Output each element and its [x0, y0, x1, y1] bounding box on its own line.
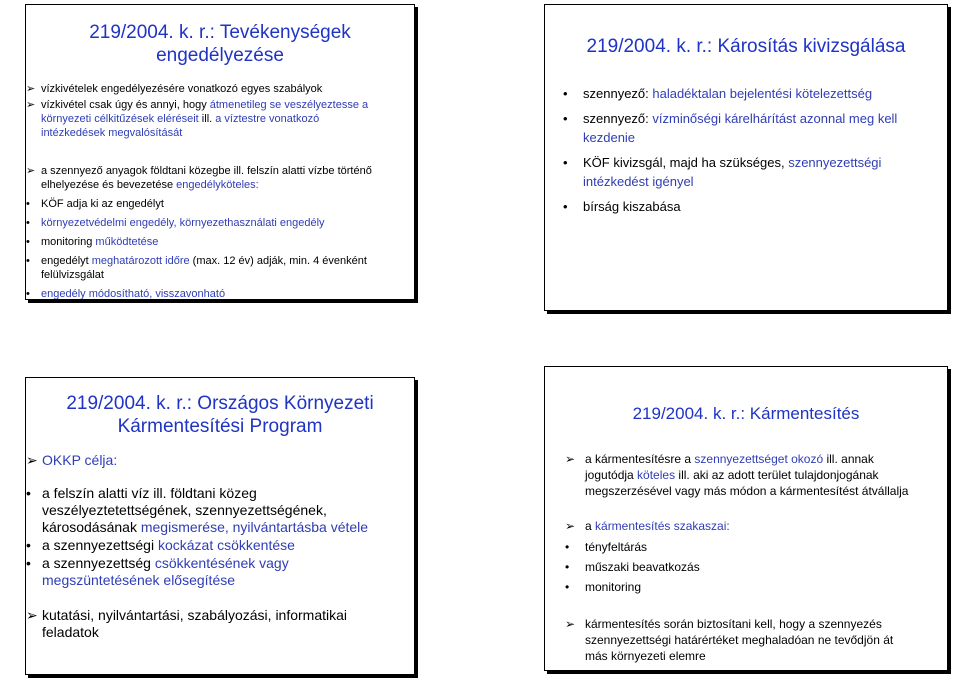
list-item: • KÖF kivizsgál, majd ha szükséges, szennyezettségi intézkedést igényel [563, 155, 882, 189]
list-item: • a felszín alatti víz ill. földtani közeg veszélyeztetettségének, szennyezettségének, károsodásának megismerése, nyilvántartásba vétele [26, 485, 369, 535]
list-item: • környezetvédelmi engedély, környezethasználati engedély [26, 217, 325, 229]
arrow-bullet-icon: ➢ [26, 607, 38, 623]
list-item: ➢ OKKP célja: [26, 452, 118, 468]
list-item: ➢ vízkivétel csak úgy és annyi, hogy átmenetileg se veszélyeztesse a környezeti célkitűzések eléréseit ill. a víztestre vonatkozó intézkedések megvalósítását [26, 99, 369, 139]
slide-title: 219/2004. k. r.: Tevékenységek engedélyezése [89, 22, 351, 66]
list-item: • szennyező: vízminőségi kárelhárítást azonnal meg kell kezdenie [563, 111, 898, 145]
bullet-icon: • [26, 236, 30, 248]
slide-title: 219/2004. k. r.: Károsítás kivizsgálása [586, 36, 906, 57]
list-item: ➢ kutatási, nyilvántartási, szabályozási, informatikai feladatok [26, 607, 348, 640]
slide-title: 219/2004. k. r.: Országos Környezeti Kármentesítési Program [66, 393, 374, 437]
slide-okkp [25, 377, 415, 675]
list-item: ➢ a szennyező anyagok földtani közegbe ill. felszín alatti vízbe történő elhelyezése és bevezetése engedélyköteles: [26, 165, 372, 191]
slide-title: 219/2004. k. r.: Kármentesítés [632, 404, 860, 423]
list-item: • tényfeltárás [565, 540, 648, 554]
bullet-icon: • [26, 555, 31, 571]
bullet-icon: • [565, 540, 570, 554]
arrow-bullet-icon: ➢ [565, 519, 576, 533]
bullet-icon: • [26, 255, 30, 267]
bullet-icon: • [26, 217, 30, 229]
slide-karositas [544, 4, 948, 311]
list-item: • engedélyt meghatározott időre (max. 12 év) adják, min. 4 évenként felülvizsgálat [26, 255, 367, 281]
slide-tevekenysegek [25, 4, 415, 300]
bullet-icon: • [563, 199, 568, 214]
arrow-bullet-icon: ➢ [26, 452, 38, 468]
arrow-bullet-icon: ➢ [26, 83, 36, 95]
list-item: • KÖF adja ki az engedélyt [26, 198, 164, 210]
bullet-icon: • [565, 580, 570, 594]
list-item: • a szennyezettségi kockázat csökkentése [26, 537, 295, 553]
arrow-bullet-icon: ➢ [565, 617, 576, 631]
slide-karmentesites [544, 366, 948, 671]
list-item: ➢ vízkivételek engedélyezésére vonatkozó egyes szabályok [26, 83, 323, 95]
arrow-bullet-icon: ➢ [565, 452, 576, 466]
list-item: • monitoring működtetése [26, 236, 159, 248]
bullet-icon: • [26, 537, 31, 553]
arrow-bullet-icon: ➢ [26, 99, 36, 111]
arrow-bullet-icon: ➢ [26, 165, 36, 177]
list-item: • monitoring [565, 580, 642, 594]
list-item: • műszaki beavatkozás [565, 560, 700, 574]
list-item: • engedély módosítható, visszavonható [26, 288, 226, 300]
bullet-icon: • [565, 560, 570, 574]
list-item: ➢ a kármentesítés szakaszai: [565, 519, 730, 533]
bullet-icon: • [26, 288, 30, 300]
bullet-icon: • [26, 198, 30, 210]
bullet-icon: • [563, 86, 568, 101]
list-item: ➢ kármentesítés során biztosítani kell, hogy a szennyezés szennyezettségi határértéket meghaladóan ne tevődjön át más környezeti elemre [565, 617, 894, 663]
list-item: • bírság kiszabása [563, 199, 681, 214]
bullet-icon: • [563, 111, 568, 126]
list-item: • a szennyezettség csökkentésének vagy megszüntetésének elősegítése [26, 555, 289, 588]
bullet-icon: • [563, 155, 568, 170]
list-item: ➢ a kármentesítésre a szennyezettséget okozó ill. annak jogutódja köteles ill. aki az adott terület tulajdonjogának megszerzésével vagy más módon a kármentesítést átvállalja [565, 452, 909, 498]
bullet-icon: • [26, 485, 31, 501]
list-item: • szennyező: haladéktalan bejelentési kötelezettség [563, 86, 873, 101]
